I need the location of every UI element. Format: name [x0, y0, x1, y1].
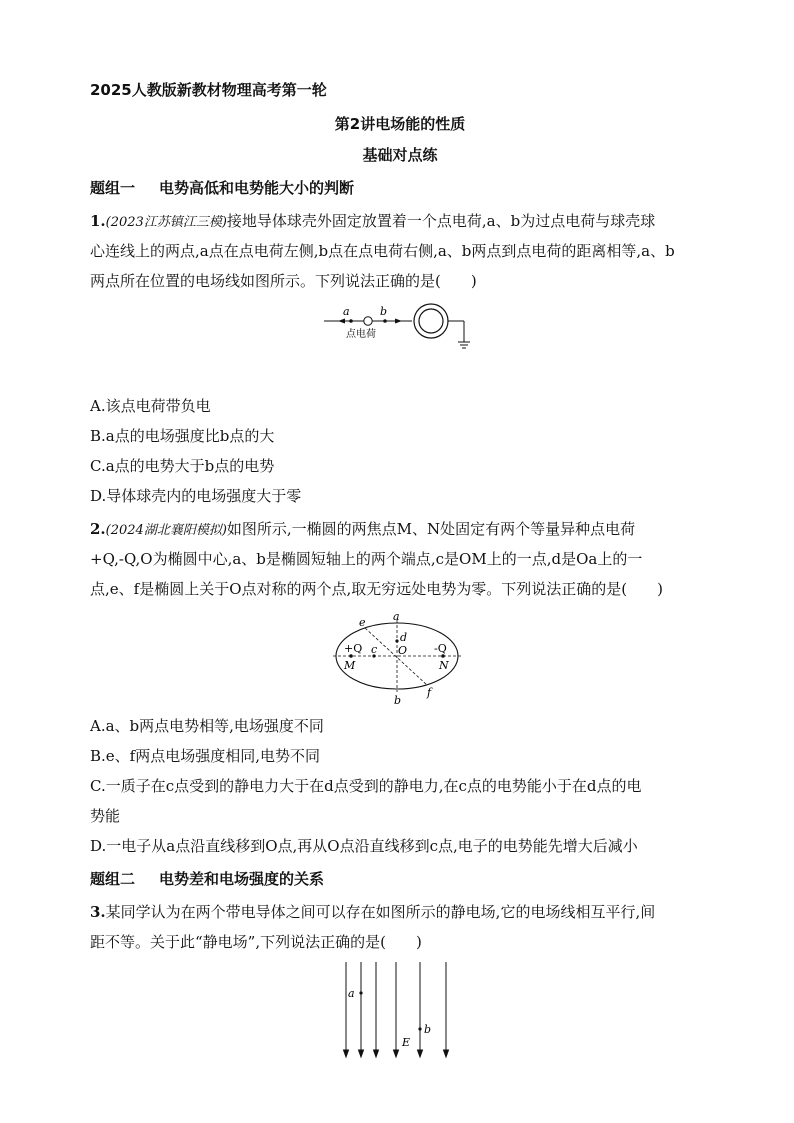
label-b: b [380, 305, 388, 318]
arrow [374, 1050, 379, 1057]
lecture-title: 第2讲电场能的性质 [334, 115, 466, 133]
group-1-heading [90, 178, 710, 198]
group-title: 电势差和电场强度的关系 [159, 870, 325, 888]
q1-option-c: C.a点的电势大于b点的电势 [90, 457, 275, 475]
question-text: 如图所示,一椭圆的两焦点M、N处固定有两个等量异种点电荷 [226, 520, 636, 538]
question-source: (2023江苏镇江三模) [105, 215, 227, 230]
q1-option-b: B.a点的电场强度比b点的大 [90, 427, 275, 445]
q1-line-3: 两点所在位置的电场线如图所示。下列说法正确的是( ) [90, 272, 477, 290]
q3-figure [338, 960, 458, 1060]
arrow-left [338, 319, 345, 324]
arrow [359, 1050, 364, 1057]
question-text: 接地导体球壳外固定放置着一个点电荷,a、b为过点电荷与球壳球 [226, 212, 656, 230]
arrow [394, 1050, 399, 1057]
arrow-right [395, 319, 402, 324]
label-f: f [427, 686, 432, 699]
label-E: E [402, 1036, 411, 1049]
q2-option-a: A.a、b两点电势相等,电场强度不同 [90, 717, 324, 735]
label-b: b [424, 1023, 432, 1036]
q1-figure [320, 300, 480, 355]
q2-option-b: B.e、f两点电场强度相同,电势不同 [90, 747, 320, 765]
label-O: O [398, 644, 408, 657]
caption-point-charge: 点电荷 [346, 329, 376, 340]
q2-option-c: C.一质子在c点受到的静电力大于在d点受到的静电力,在c点的电势能小于在d点的电 [90, 777, 642, 795]
label-N: N [439, 659, 449, 672]
q1-line-1 [90, 211, 710, 233]
arrow [444, 1050, 449, 1057]
point-b [418, 1027, 421, 1030]
q2-figure [330, 608, 470, 708]
label-minus-Q: -Q [434, 642, 447, 655]
subtitle: 基础对点练 [362, 146, 438, 164]
question-number: 2. [90, 520, 106, 538]
group-label: 题组二 [90, 870, 136, 888]
q2-line-2: +Q,-Q,O为椭圆中心,a、b是椭圆短轴上的两个端点,c是OM上的一点,d是Oa上的一 [90, 550, 643, 568]
q3-line-1 [90, 902, 710, 922]
q2-line-1 [90, 519, 710, 541]
point-a [349, 319, 353, 323]
series-title: 2025人教版新教材物理高考第一轮 [90, 81, 327, 99]
group-2-heading [90, 869, 710, 889]
label-d: d [400, 631, 408, 644]
question-number: 1. [90, 212, 106, 230]
point-b [383, 319, 387, 323]
q2-option-d: D.一电子从a点沿直线移到O点,再从O点沿直线移到c点,电子的电势能先增大后减小 [90, 837, 638, 855]
q1-option-d: D.导体球壳内的电场强度大于零 [90, 487, 302, 505]
q3-line-2: 距不等。关于此“静电场”,下列说法正确的是( ) [90, 933, 422, 951]
group-title: 电势高低和电势能大小的判断 [159, 179, 355, 197]
arrow [418, 1050, 423, 1057]
q1-option-a: A.该点电荷带负电 [90, 397, 211, 415]
label-b: b [394, 694, 402, 707]
question-source: (2024湖北襄阳模拟) [105, 523, 227, 538]
label-a: a [393, 610, 400, 623]
q1-line-2: 心连线上的两点,a点在点电荷左侧,b点在点电荷右侧,a、b两点到点电荷的距离相等,a、b [90, 242, 675, 260]
group-label: 题组一 [90, 179, 136, 197]
label-a: a [343, 305, 350, 318]
point-a [359, 991, 362, 994]
label-e: e [359, 616, 366, 629]
label-plus-Q: +Q [344, 642, 363, 655]
label-c: c [371, 643, 378, 656]
question-number: 3. [90, 903, 106, 921]
point-charge [364, 317, 372, 325]
q2-line-3: 点,e、f是椭圆上关于O点对称的两个点,取无穷远处电势为零。下列说法正确的是( ) [90, 580, 663, 598]
sphere-shell-inner [419, 309, 443, 333]
label-M: M [344, 659, 356, 672]
label-a: a [348, 987, 355, 1000]
arrow [344, 1050, 349, 1057]
q2-option-c-cont: 势能 [90, 807, 121, 825]
question-text: 某同学认为在两个带电导体之间可以存在如图所示的静电场,它的电场线相互平行,间 [105, 903, 656, 921]
point-d [395, 639, 398, 642]
